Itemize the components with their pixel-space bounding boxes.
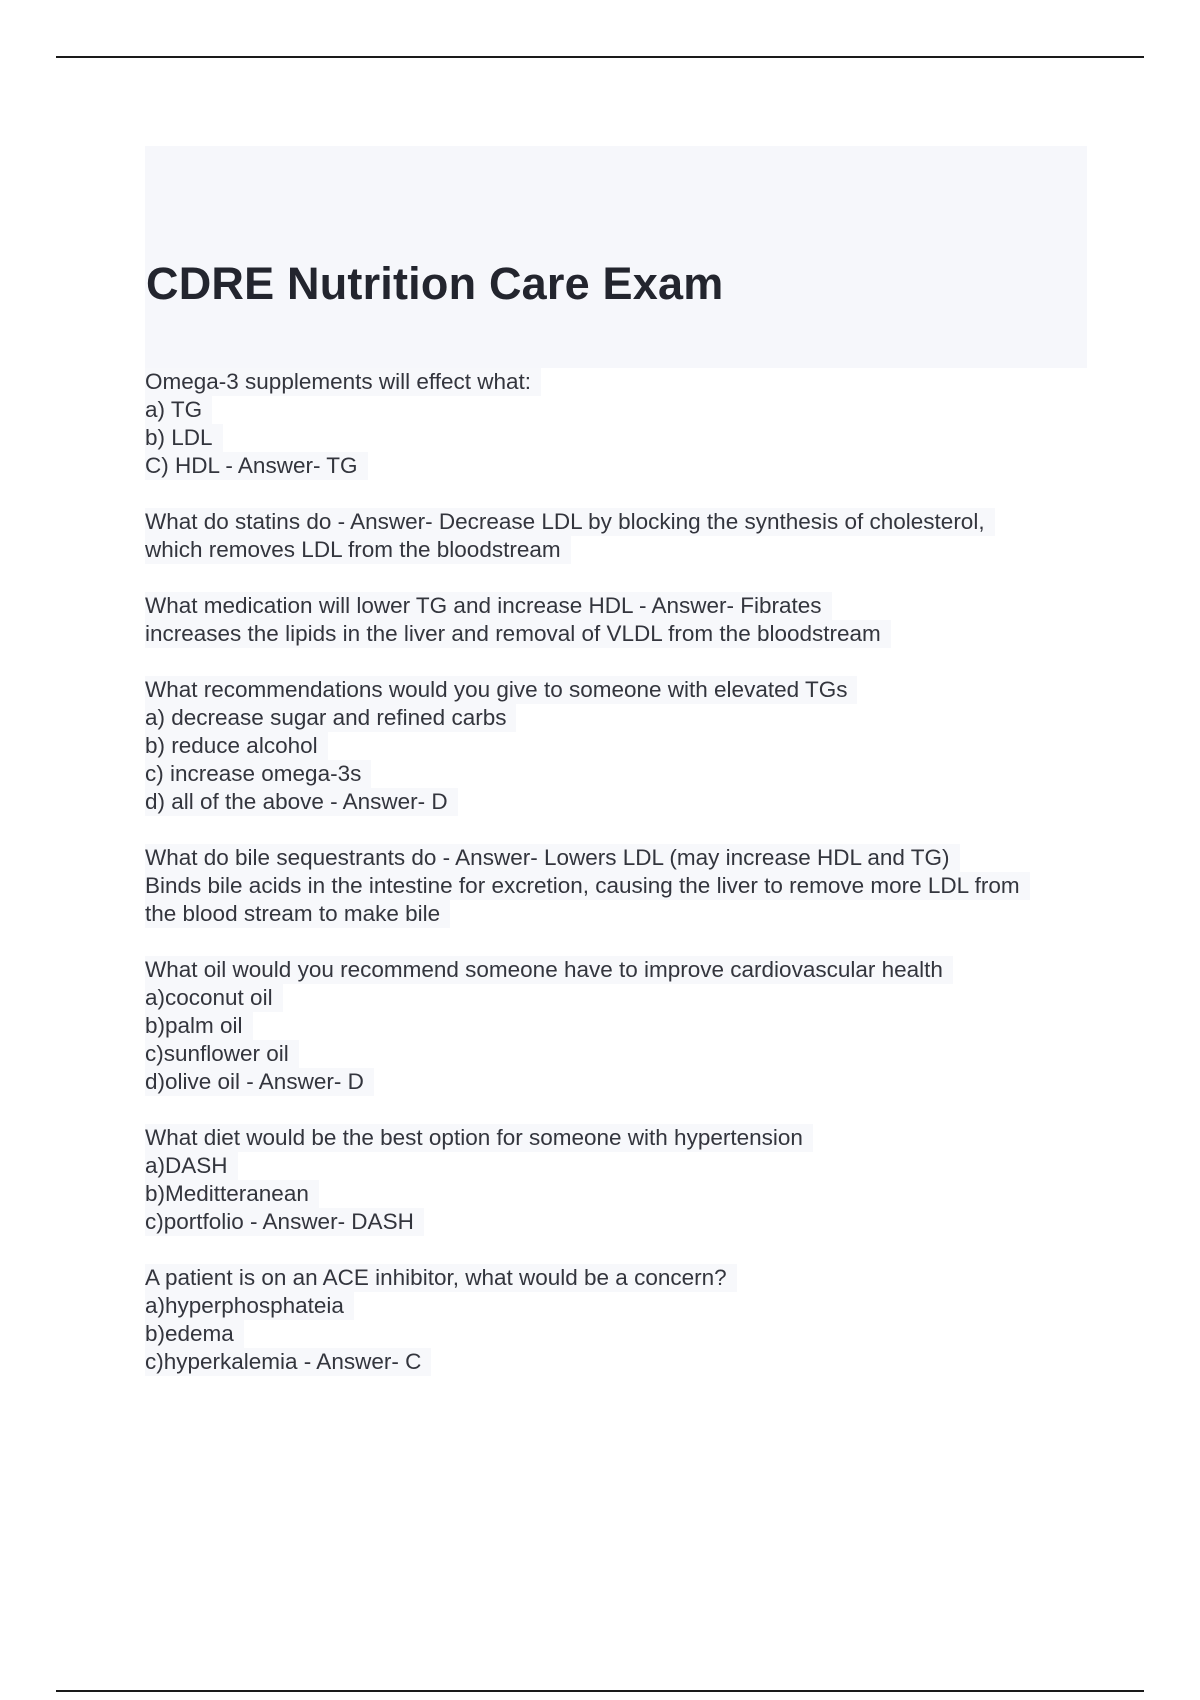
question-block-1 — [145, 368, 1095, 480]
question-line: What oil would you recommend someone have to improve cardiovascular health — [145, 956, 953, 984]
footer-rule — [56, 1690, 1144, 1692]
document-title: CDRE Nutrition Care Exam — [146, 258, 724, 309]
question-line: b)Meditteranean — [145, 1180, 319, 1208]
question-block-4 — [145, 676, 1095, 816]
question-line: b) LDL — [145, 424, 223, 452]
question-line: b)palm oil — [145, 1012, 253, 1040]
question-line: What recommendations would you give to someone with elevated TGs — [145, 676, 857, 704]
question-block-5 — [145, 844, 1095, 928]
question-line: What do statins do - Answer- Decrease LDL by blocking the synthesis of cholesterol, — [145, 508, 995, 536]
question-line: Omega-3 supplements will effect what: — [145, 368, 541, 396]
question-line: b) reduce alcohol — [145, 732, 328, 760]
question-line: A patient is on an ACE inhibitor, what would be a concern? — [145, 1264, 737, 1292]
question-line: a) decrease sugar and refined carbs — [145, 704, 516, 732]
question-line: C) HDL - Answer- TG — [145, 452, 368, 480]
question-line: c)portfolio - Answer- DASH — [145, 1208, 424, 1236]
question-line: What diet would be the best option for someone with hypertension — [145, 1124, 813, 1152]
question-line: a)DASH — [145, 1152, 238, 1180]
question-line: What do bile sequestrants do - Answer- Lowers LDL (may increase HDL and TG) — [145, 844, 960, 872]
question-line: the blood stream to make bile — [145, 900, 450, 928]
question-line: c) increase omega-3s — [145, 760, 371, 788]
question-list — [145, 368, 1095, 1404]
question-block-2 — [145, 508, 1095, 564]
question-line: c)sunflower oil — [145, 1040, 299, 1068]
question-line: which removes LDL from the bloodstream — [145, 536, 571, 564]
question-block-8 — [145, 1264, 1095, 1376]
question-line: Binds bile acids in the intestine for excretion, causing the liver to remove more LDL from — [145, 872, 1030, 900]
question-block-3 — [145, 592, 1095, 648]
header-rule — [56, 56, 1144, 58]
question-line: a)hyperphosphateia — [145, 1292, 354, 1320]
question-line: d) all of the above - Answer- D — [145, 788, 458, 816]
question-line: b)edema — [145, 1320, 244, 1348]
question-line: d)olive oil - Answer- D — [145, 1068, 374, 1096]
question-block-6 — [145, 956, 1095, 1096]
question-line: What medication will lower TG and increase HDL - Answer- Fibrates — [145, 592, 832, 620]
question-line: a)coconut oil — [145, 984, 283, 1012]
question-block-7 — [145, 1124, 1095, 1236]
question-line: increases the lipids in the liver and removal of VLDL from the bloodstream — [145, 620, 891, 648]
question-line: a) TG — [145, 396, 212, 424]
question-line: c)hyperkalemia - Answer- C — [145, 1348, 431, 1376]
